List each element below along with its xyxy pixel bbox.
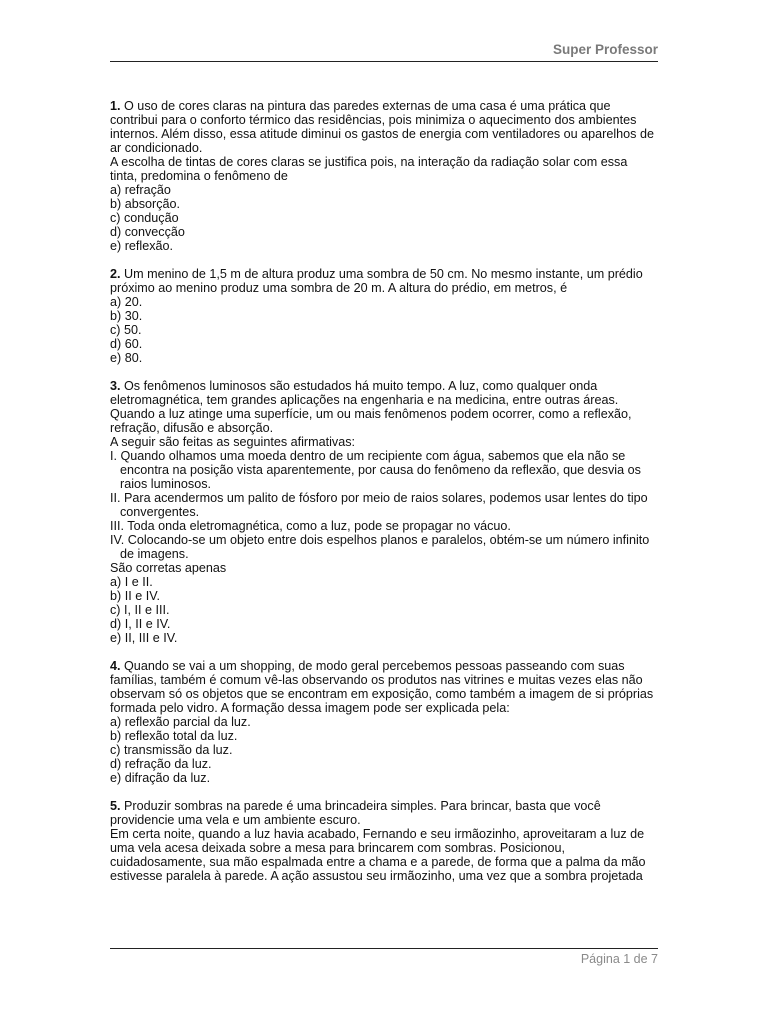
- statements-list: [110, 449, 658, 561]
- question-number: 2.: [110, 267, 121, 281]
- page-number: Página 1 de 7: [580, 952, 658, 966]
- statement-ii: II. Para acendermos um palito de fósforo por meio de raios solares, podemos usar lentes do tipo convergentes.: [110, 491, 648, 519]
- question-stem: Quando se vai a um shopping, de modo geral percebemos pessoas passeando com suas famílias, também é comum vê-las observando os produtos nas vitrines e muitas vezes elas não observam só os objetos que se encontram em exposição, como também a imagem de si próprias formada pelo vidro. A formação dessa imagem pode ser explicada pela:: [110, 659, 654, 715]
- question-prompt: A escolha de tintas de cores claras se justifica pois, na interação da radiação solar com essa tinta, predomina o fenômeno de: [110, 155, 628, 183]
- option-c: c) condução: [110, 211, 179, 225]
- option-b: b) absorção.: [110, 197, 181, 211]
- question-1-text: [110, 99, 658, 155]
- question-4: [110, 659, 658, 785]
- options-list: [110, 715, 658, 785]
- option-d: d) refração da luz.: [110, 757, 212, 771]
- question-stem: O uso de cores claras na pintura das paredes externas de uma casa é uma prática que contribui para o conforto térmico das residências, pois minimiza o aquecimento dos ambientes internos. Além disso, essa atitude diminui os gastos de energia com ventiladores ou aparelhos de ar condicionado.: [110, 99, 654, 155]
- option-e: e) difração da luz.: [110, 771, 211, 785]
- options-list: [110, 295, 658, 365]
- question-number: 1.: [110, 99, 121, 113]
- statement-iv: IV. Colocando-se um objeto entre dois espelhos planos e paralelos, obtém-se um número infinito de imagens.: [110, 533, 650, 561]
- header-title: Super Professor: [552, 42, 658, 57]
- question-2: [110, 267, 658, 365]
- statement-iii: III. Toda onda eletromagnética, como a luz, pode se propagar no vácuo.: [110, 519, 511, 533]
- option-c: c) 50.: [110, 323, 142, 337]
- question-2-text: [110, 267, 658, 295]
- question-number: 5.: [110, 799, 121, 813]
- option-a: a) 20.: [110, 295, 143, 309]
- option-b: b) reflexão total da luz.: [110, 729, 238, 743]
- question-stem: Produzir sombras na parede é uma brincadeira simples. Para brincar, basta que você providencie uma vela e um ambiente escuro.: [110, 799, 601, 827]
- question-prompt: São corretas apenas: [110, 561, 227, 575]
- question-1: [110, 99, 658, 253]
- option-a: a) refração: [110, 183, 171, 197]
- option-a: a) reflexão parcial da luz.: [110, 715, 251, 729]
- question-5: [110, 799, 658, 883]
- question-5-text: [110, 799, 658, 827]
- question-3: [110, 379, 658, 645]
- document-body: [110, 99, 658, 897]
- statements-intro: A seguir são feitas as seguintes afirmativas:: [110, 435, 355, 449]
- options-list: [110, 575, 658, 645]
- options-list: [110, 183, 658, 253]
- option-d: d) convecção: [110, 225, 185, 239]
- option-b: b) 30.: [110, 309, 143, 323]
- option-d: d) 60.: [110, 337, 143, 351]
- header-divider: [110, 61, 658, 62]
- question-stem: Um menino de 1,5 m de altura produz uma sombra de 50 cm. No mesmo instante, um prédio próximo ao menino produz uma sombra de 20 m. A altura do prédio, em metros, é: [110, 267, 643, 295]
- footer-divider: [110, 948, 658, 949]
- question-4-text: [110, 659, 658, 715]
- option-c: c) transmissão da luz.: [110, 743, 233, 757]
- option-a: a) I e II.: [110, 575, 153, 589]
- option-e: e) 80.: [110, 351, 143, 365]
- option-d: d) I, II e IV.: [110, 617, 171, 631]
- question-3-text: [110, 379, 658, 435]
- option-c: c) I, II e III.: [110, 603, 170, 617]
- option-e: e) II, III e IV.: [110, 631, 178, 645]
- question-number: 3.: [110, 379, 121, 393]
- option-b: b) II e IV.: [110, 589, 160, 603]
- question-number: 4.: [110, 659, 121, 673]
- option-e: e) reflexão.: [110, 239, 173, 253]
- statement-i: I. Quando olhamos uma moeda dentro de um recipiente com água, sabemos que ela não se encontra na posição vista aparentemente, por causa do fenômeno da reflexão, que desvia os raios luminosos.: [110, 449, 641, 491]
- question-stem: Os fenômenos luminosos são estudados há muito tempo. A luz, como qualquer onda eletromagnética, tem grandes aplicações na engenharia e na medicina, entre outras áreas. Quando a luz atinge uma superfície, um ou mais fenômenos podem ocorrer, como a reflexão, refração, difusão e absorção.: [110, 379, 632, 435]
- question-continuation: Em certa noite, quando a luz havia acabado, Fernando e seu irmãozinho, aproveitaram a luz de uma vela acesa deixada sobre a mesa para brincarem com sombras. Posicionou, cuidadosamente, sua mão espalmada entre a chama e a parede, de forma que a palma da mão estivesse paralela à parede. A ação assustou seu irmãozinho, uma vez que a sombra projetada: [110, 827, 646, 883]
